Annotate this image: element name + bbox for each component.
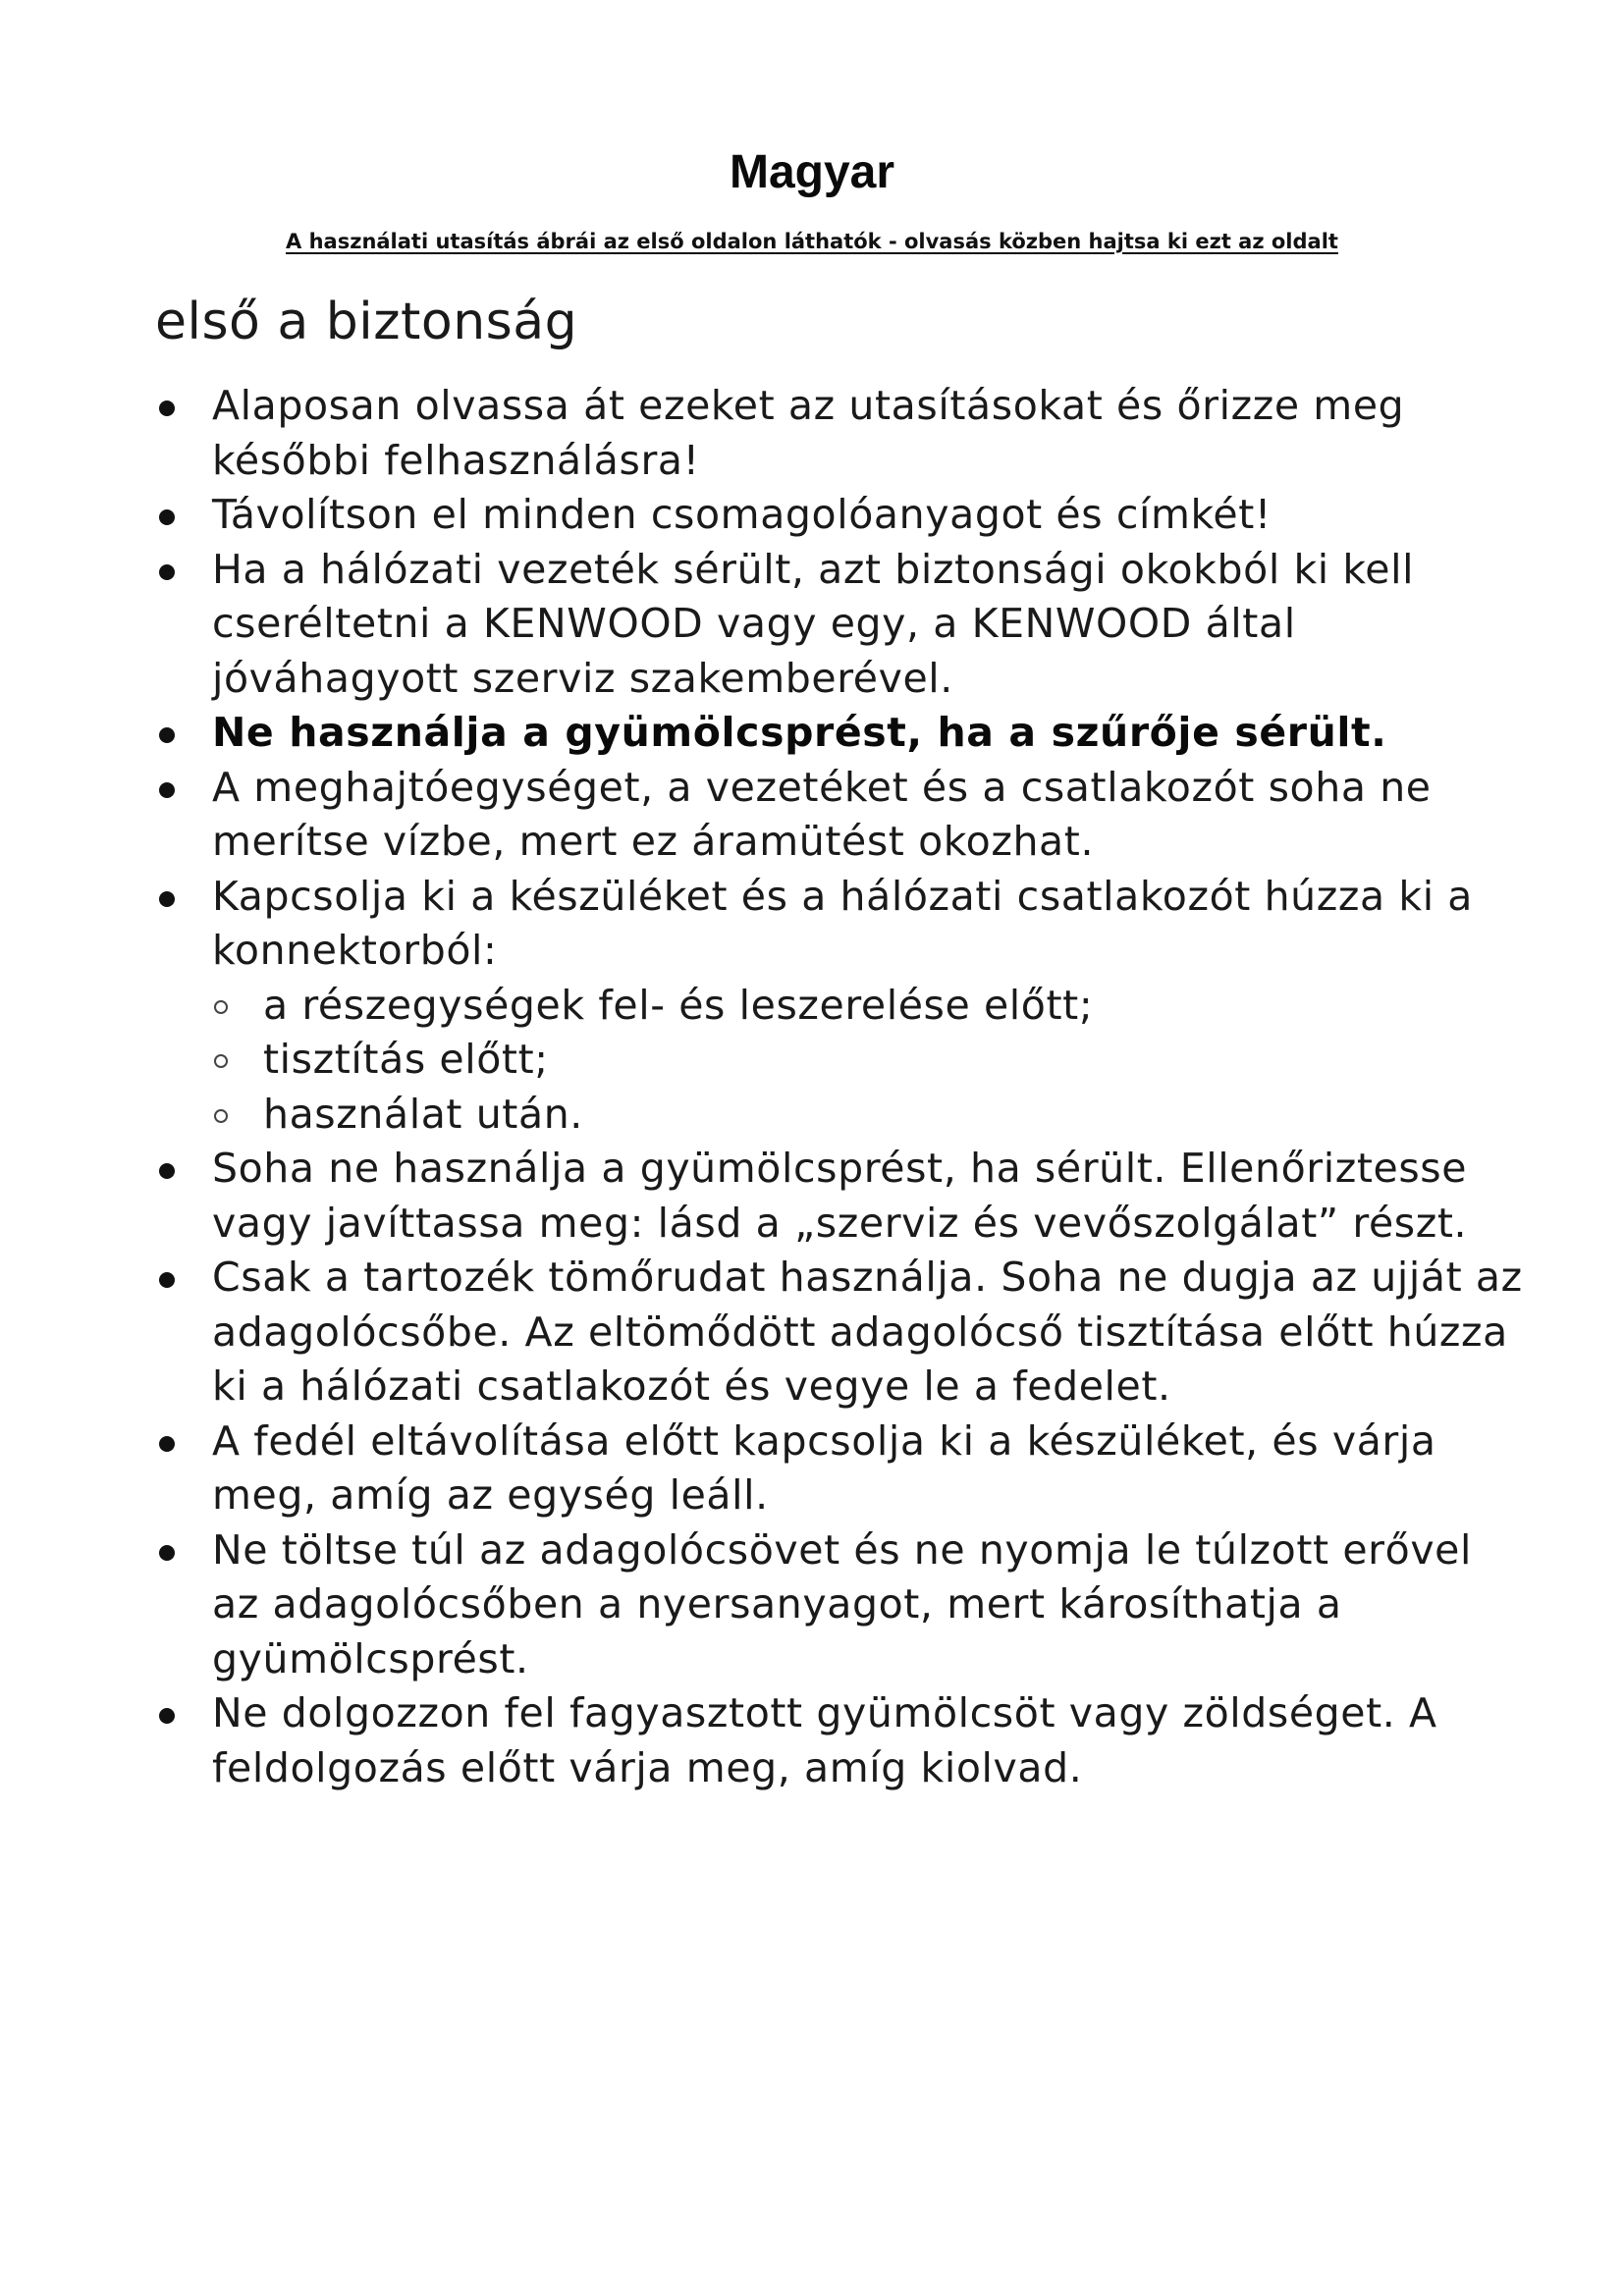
list-item	[155, 1523, 1530, 1687]
bullet-icon	[159, 727, 175, 743]
circle-bullet-icon	[214, 1054, 228, 1068]
bullet-icon	[159, 1163, 175, 1179]
sub-list-item	[212, 1088, 1530, 1143]
bullet-icon	[159, 564, 175, 580]
list-item	[155, 1251, 1530, 1415]
bullet-icon	[159, 1272, 175, 1288]
bullet-icon	[159, 400, 175, 416]
bullet-icon	[159, 1545, 175, 1561]
bullet-icon	[159, 1436, 175, 1452]
sub-list-item-text: használat után.	[263, 1090, 583, 1138]
page-subtitle: A használati utasítás ábrái az első oldalon láthatók - olvasás közben hajtsa ki ezt az oldalt	[286, 230, 1338, 253]
section-heading: első a biztonság	[155, 293, 578, 351]
bullet-icon	[159, 1708, 175, 1724]
list-item	[155, 1142, 1530, 1251]
safety-list	[155, 379, 1530, 1795]
list-item-text: Ne használja a gyümölcsprést, ha a szűrője sérült.	[212, 709, 1387, 756]
circle-bullet-icon	[214, 1000, 228, 1014]
list-item	[155, 870, 1530, 1143]
list-item-text: Ne töltse túl az adagolócsövet és ne nyomja le túlzott erővel az adagolócsőben a nyersanyagot, mert károsíthatja a gyümölcsprést.	[212, 1525, 1472, 1682]
list-item	[155, 488, 1530, 543]
sub-list-item-text: a részegységek fel- és leszerelése előtt;	[263, 981, 1094, 1029]
list-item	[155, 761, 1530, 870]
sub-list	[212, 979, 1530, 1143]
sub-list-item	[212, 1033, 1530, 1088]
list-item-text: Ha a hálózati vezeték sérült, azt biztonsági okokból ki kell cseréltetni a KENWOOD vagy egy, a KENWOOD által jóváhagyott szerviz szakemberével.	[212, 545, 1415, 702]
list-item-text: Csak a tartozék tömőrudat használja. Soha ne dugja az ujját az adagolócsőbe. Az eltömődött adagolócső tisztítása előtt húzza ki a hálózati csatlakozót és vegye le a fedelet.	[212, 1254, 1523, 1410]
circle-bullet-icon	[214, 1109, 228, 1123]
list-item-emphasized	[155, 706, 1530, 761]
bullet-icon	[159, 891, 175, 907]
list-item-text: A fedél eltávolítása előtt kapcsolja ki a készüléket, és várja meg, amíg az egység leáll.	[212, 1416, 1436, 1519]
sub-list-item-text: tisztítás előtt;	[263, 1036, 549, 1083]
page-title: Magyar	[729, 146, 895, 198]
list-item	[155, 543, 1530, 707]
list-item-text: Soha ne használja a gyümölcsprést, ha sérült. Ellenőriztesse vagy javíttassa meg: lásd a „szerviz és vevőszolgálat” részt.	[212, 1145, 1468, 1247]
list-item-text: Távolítson el minden csomagolóanyagot és címkét!	[212, 491, 1272, 538]
list-item	[155, 1415, 1530, 1523]
list-item	[155, 379, 1530, 488]
bullet-icon	[159, 509, 175, 525]
list-item-text: Kapcsolja ki a készüléket és a hálózati csatlakozót húzza ki a konnektorból:	[212, 872, 1474, 974]
list-item-text: A meghajtóegységet, a vezetéket és a csatlakozót soha ne merítse vízbe, mert ez áramütést okozhat.	[212, 763, 1432, 865]
sub-list-item	[212, 979, 1530, 1034]
list-item	[155, 1686, 1530, 1795]
list-item-text: Ne dolgozzon fel fagyasztott gyümölcsöt vagy zöldséget. A feldolgozás előtt várja meg, amíg kiolvad.	[212, 1689, 1437, 1791]
bullet-icon	[159, 782, 175, 798]
list-item-text: Alaposan olvassa át ezeket az utasításokat és őrizze meg későbbi felhasználásra!	[212, 382, 1405, 484]
